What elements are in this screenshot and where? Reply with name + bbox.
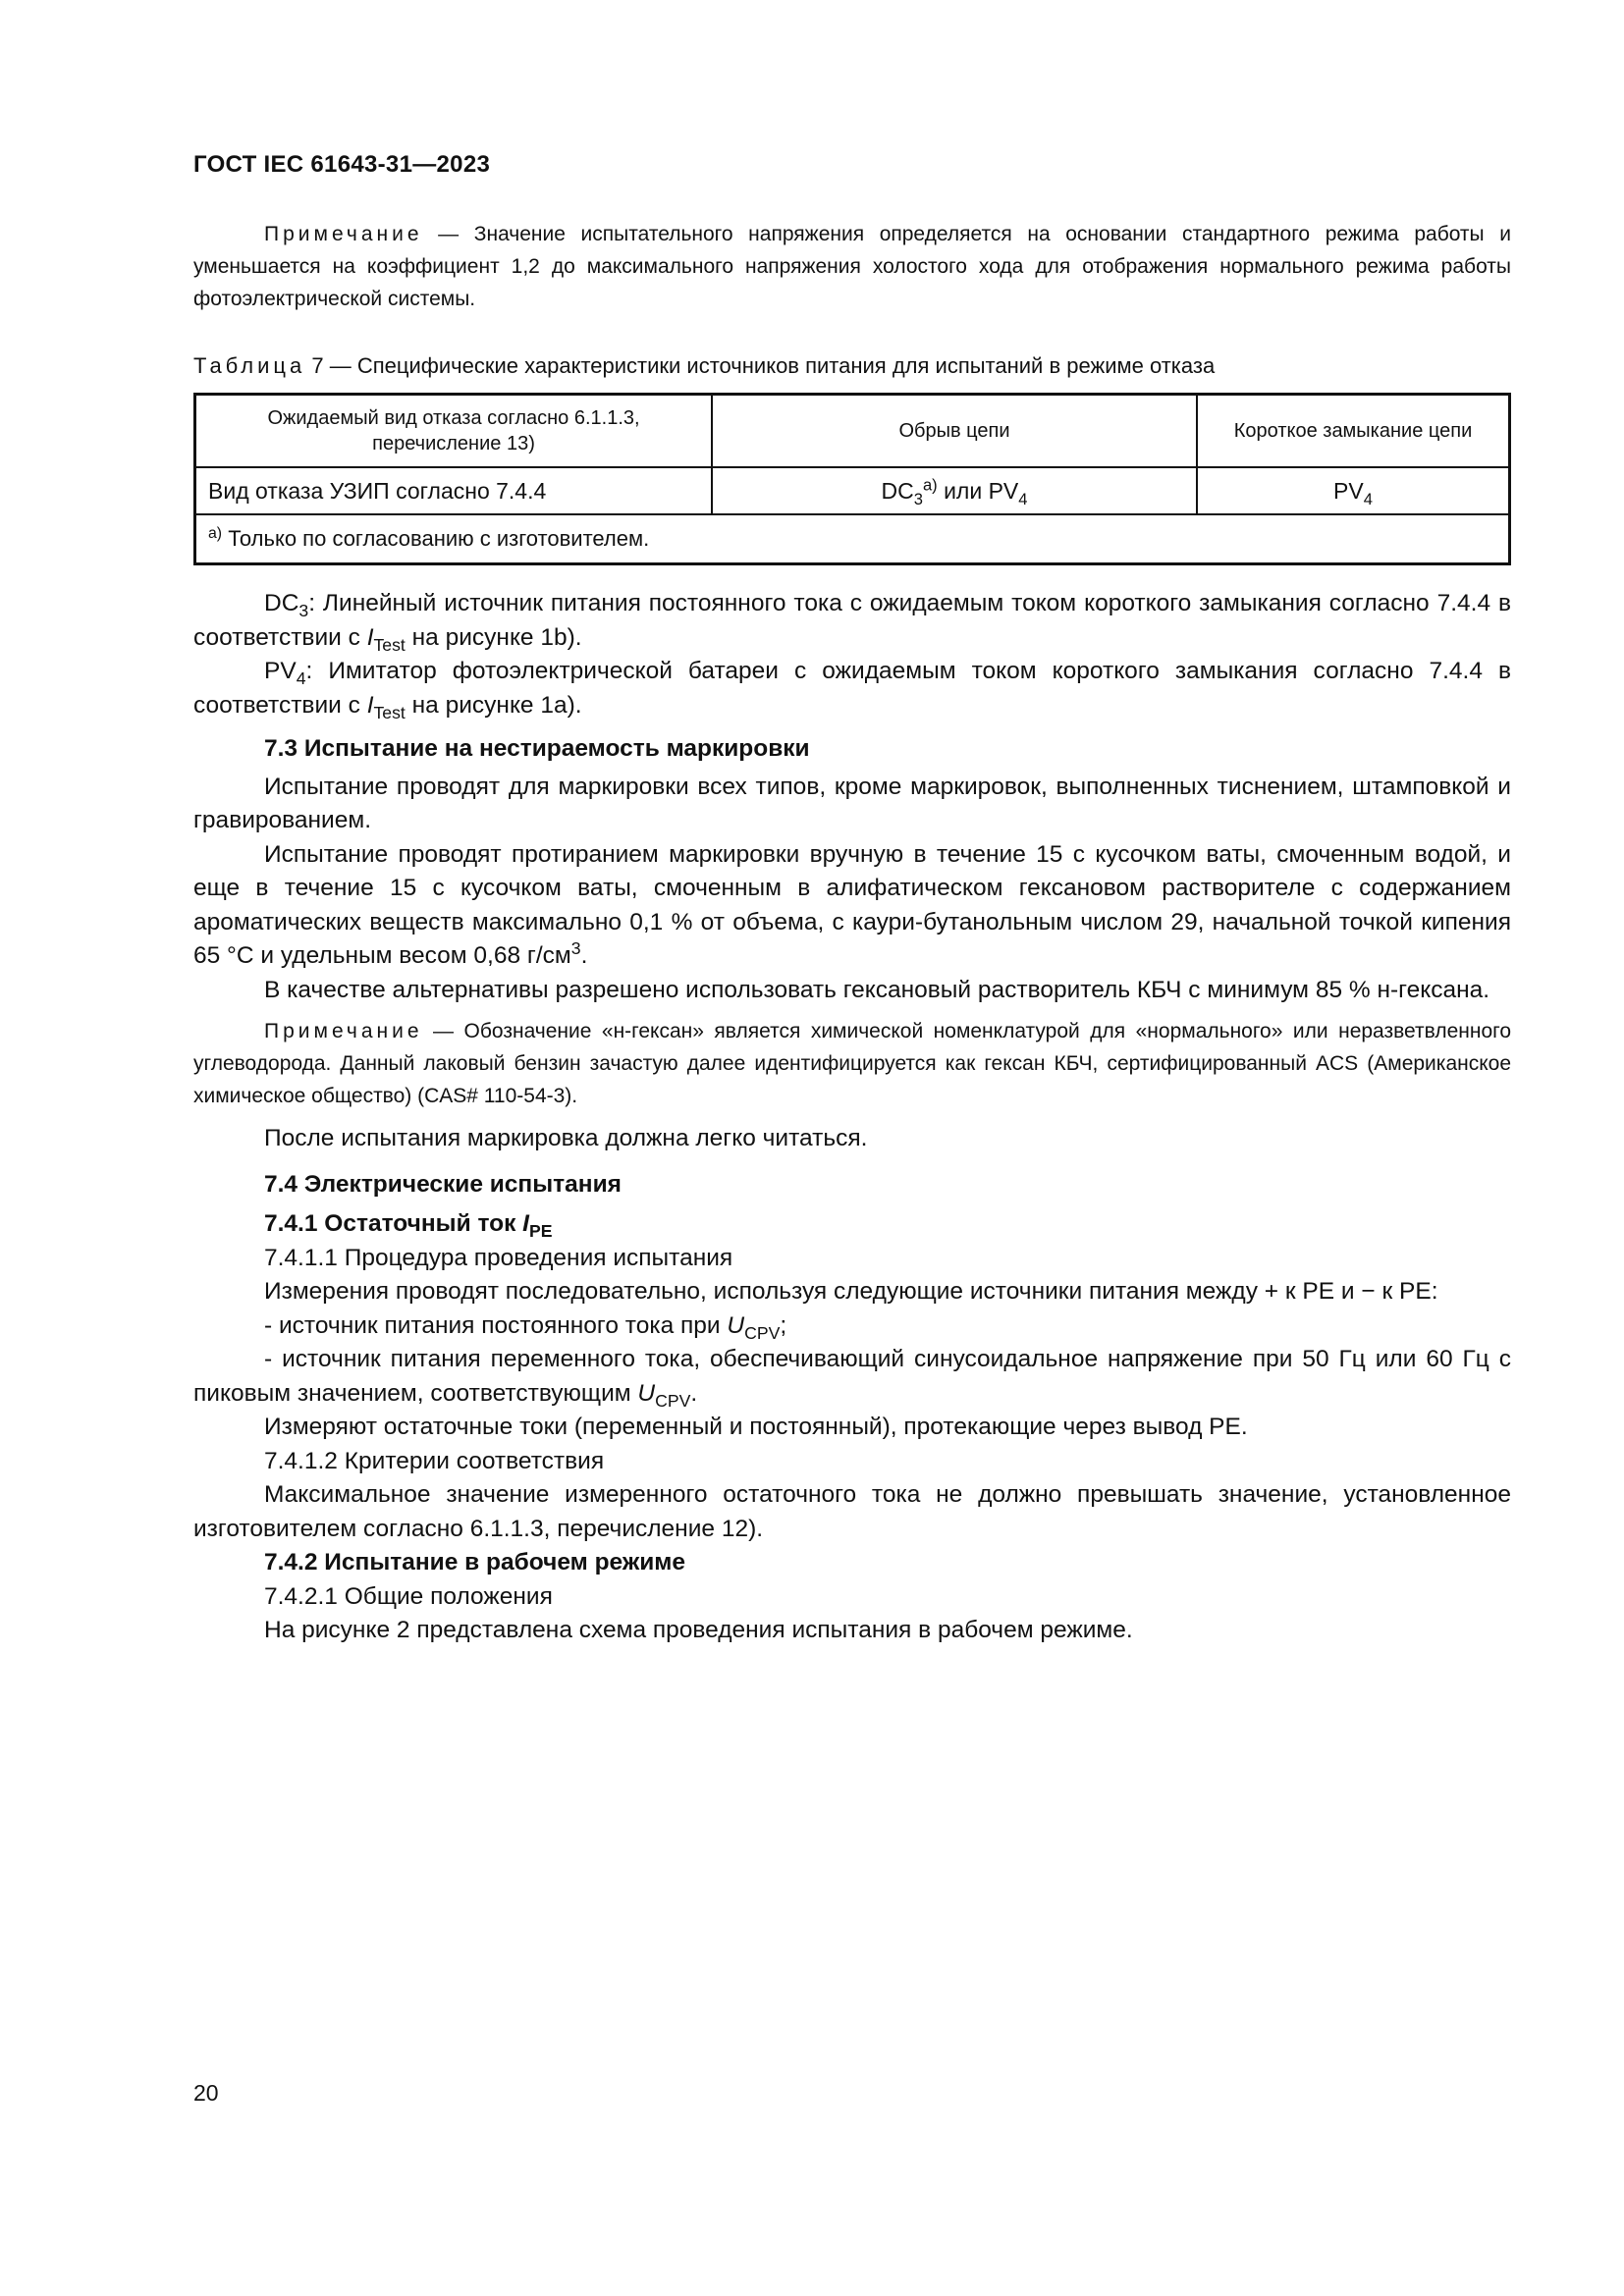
- paragraph-text: на рисунке 1b).: [405, 623, 582, 651]
- table-cell: [1197, 467, 1510, 514]
- table-cell: [712, 467, 1197, 514]
- list-item-text: ;: [780, 1311, 787, 1339]
- section-heading-7-4: 7.4 Электрические испытания: [264, 1170, 622, 1198]
- table-header-row: [195, 395, 1510, 468]
- table-7: [193, 393, 1511, 565]
- symbol: U: [727, 1311, 745, 1339]
- table-header-cell: Обрыв цепи: [712, 395, 1197, 468]
- note-text: — Обозначение «н-гексан» является химической номенклатурой для «нормального» или неразветвленного углеводорода. Данный лаковый бензин зачастую далее идентифицируется как гексан КБЧ, сертифицированный ACS (Американское химическое общество) (CAS# 110-54-3).: [193, 1020, 1511, 1107]
- table-header-cell: Короткое замыкание цепи: [1197, 395, 1510, 468]
- section-heading-7-4-1: [193, 1207, 1511, 1242]
- note-hexane: [193, 1015, 1511, 1112]
- superscript: 3: [570, 938, 581, 959]
- paragraph-text: на рисунке 1а).: [405, 691, 582, 719]
- cell-text: или PV: [937, 477, 1019, 504]
- section-heading-7-3: 7.3 Испытание на нестираемость маркировки: [264, 735, 810, 762]
- section-heading-7-4-2: 7.4.2 Испытание в рабочем режиме: [264, 1549, 686, 1575]
- symbol: PV: [264, 658, 297, 684]
- table-caption-label: Таблица: [193, 353, 306, 378]
- table-caption: [193, 353, 1215, 379]
- symbol: U: [637, 1379, 656, 1407]
- list-item: [193, 1309, 1511, 1344]
- symbol-subscript: Test: [373, 634, 406, 655]
- list-item-text: .: [690, 1379, 698, 1407]
- note-label: Примечание: [264, 1020, 423, 1042]
- symbol-subscript: 4: [296, 668, 306, 689]
- paragraph: Испытание проводят для маркировки всех типов, кроме маркировок, выполненных тиснением, штамповкой и гравированием.: [193, 773, 1511, 833]
- list-item: [193, 1343, 1511, 1411]
- table-footnote: [195, 514, 1510, 564]
- subsection-heading-7-4-2-1: 7.4.2.1 Общие положения: [264, 1582, 553, 1610]
- cell-text: PV: [1333, 477, 1364, 504]
- paragraph: [193, 838, 1511, 974]
- cell-subscript: 3: [913, 489, 923, 508]
- note-text: — Значение испытательного напряжения определяется на основании стандартного режима работы и уменьшается на коэффициент 1,2 до максимального напряжения холостого хода для отображения нормального режима работы фотоэлектрической системы.: [193, 223, 1511, 310]
- symbol: I: [366, 623, 374, 651]
- footnote-text: Только по согласованию с изготовителем.: [222, 526, 650, 551]
- subsection-heading-7-4-1-2: 7.4.1.2 Критерии соответствия: [264, 1447, 605, 1474]
- cell-text: DC: [881, 477, 914, 504]
- table-footnote-row: [195, 514, 1510, 564]
- footnote-mark: а): [208, 525, 223, 543]
- cell-footnote-ref: а): [922, 475, 938, 495]
- paragraph-text: : Имитатор фотоэлектрической батареи с ожидаемым током короткого замыкания согласно 7.4.4 в соответствии с: [193, 658, 1511, 719]
- subsection-heading-7-4-1-1: 7.4.1.1 Процедура проведения испытания: [264, 1244, 733, 1271]
- cell-subscript: 4: [1018, 489, 1028, 508]
- paragraph-text: Испытание проводят протиранием маркировки вручную в течение 15 с кусочком ваты, смоченным водой, и еще в течение 15 с кусочком ваты, смоченным в алифатическом гексановом растворителе с содержанием ароматических веществ максимально 0,1 % от объема, с каури-бутанольным числом 29, начальной точкой кипения 65 °С и удельным весом 0,68 г/см: [193, 840, 1511, 969]
- document-header: ГОСТ IEC 61643-31—2023: [193, 151, 491, 178]
- symbol: I: [522, 1210, 529, 1237]
- paragraph-dc3: [193, 587, 1511, 655]
- symbol: I: [366, 691, 374, 719]
- symbol-subscript: PE: [528, 1221, 553, 1242]
- paragraph-pv4: [193, 655, 1511, 722]
- note-label: Примечание: [264, 223, 423, 245]
- paragraph: В качестве альтернативы разрешено использовать гексановый растворитель КБЧ с минимум 85 % н-гексана.: [264, 976, 1490, 1003]
- paragraph-text: : Линейный источник питания постоянного тока с ожидаемым током короткого замыкания согласно 7.4.4 в соответствии с: [193, 590, 1511, 651]
- symbol-subscript: CPV: [655, 1390, 691, 1411]
- paragraph: На рисунке 2 представлена схема проведения испытания в рабочем режиме.: [264, 1617, 1133, 1643]
- heading-text: 7.4.1 Остаточный ток: [264, 1210, 523, 1237]
- paragraph: Измеряют остаточные токи (переменный и постоянный), протекающие через вывод РЕ.: [264, 1414, 1248, 1440]
- table-row: [195, 467, 1510, 514]
- symbol-subscript: 3: [298, 601, 309, 621]
- paragraph: После испытания маркировка должна легко читаться.: [264, 1125, 868, 1151]
- table-header-cell: Ожидаемый вид отказа согласно 6.1.1.3, перечисление 13): [195, 395, 713, 468]
- table-caption-text: 7 — Специфические характеристики источников питания для испытаний в режиме отказа: [305, 353, 1216, 378]
- note-test-voltage: [193, 218, 1511, 315]
- page-number: 20: [193, 2080, 219, 2106]
- cell-subscript: 4: [1363, 489, 1373, 508]
- list-item-text: - источник питания переменного тока, обеспечивающий синусоидальное напряжение при 50 Гц или 60 Гц с пиковым значением, соответствующим: [193, 1346, 1511, 1407]
- paragraph: Максимальное значение измеренного остаточного тока не должно превышать значение, установленное изготовителем согласно 6.1.1.3, перечисление 12).: [193, 1481, 1511, 1542]
- list-item-text: - источник питания постоянного тока при: [264, 1311, 728, 1339]
- body-text: [193, 587, 1511, 1648]
- symbol-subscript: Test: [373, 702, 406, 722]
- paragraph-text: .: [580, 942, 588, 969]
- symbol: DC: [264, 590, 299, 616]
- paragraph: Измерения проводят последовательно, используя следующие источники питания между + к РЕ и − к РЕ:: [264, 1278, 1438, 1305]
- symbol-subscript: CPV: [744, 1322, 781, 1343]
- table-cell: Вид отказа УЗИП согласно 7.4.4: [195, 467, 713, 514]
